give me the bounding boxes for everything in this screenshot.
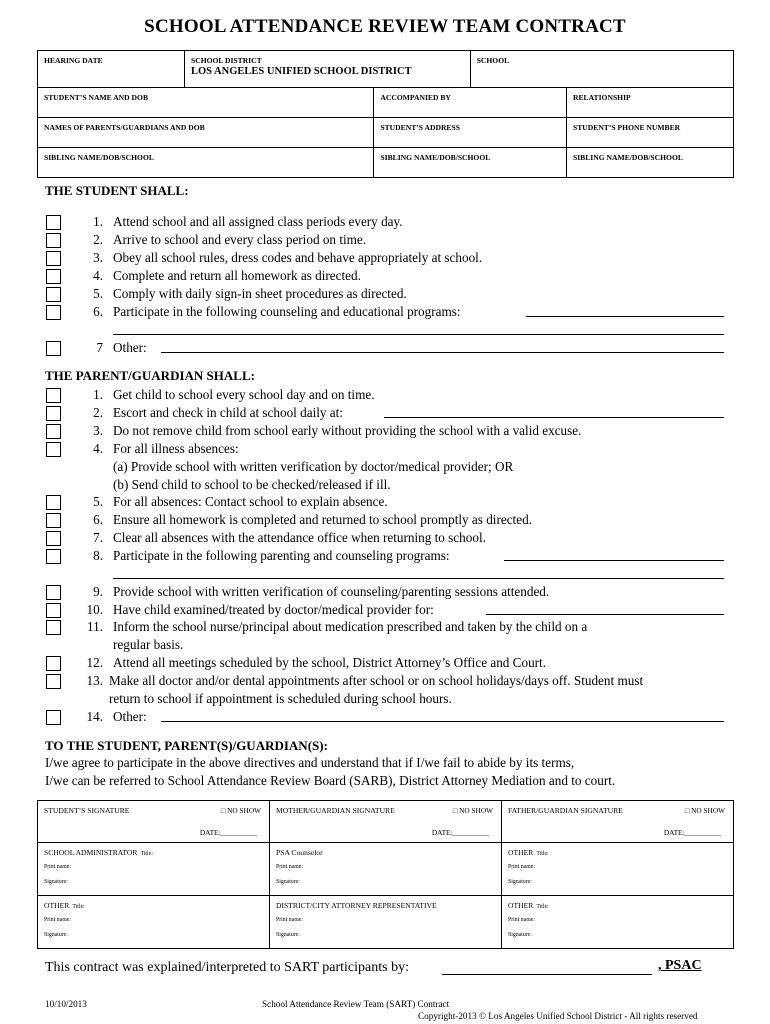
agreement-text: I/we can be referred to School Attendance Review Board (SARB), District Attorney Mediation and to court. <box>45 773 616 788</box>
fill-in-line[interactable] <box>113 334 724 335</box>
parent-item <box>0 708 770 726</box>
parent-item <box>0 618 770 636</box>
parents-names-label: NAMES OF PARENTS/GUARDIANS AND DOB <box>44 123 205 132</box>
item-text: Other: <box>113 709 147 724</box>
parent-item <box>0 422 770 440</box>
student-item <box>0 339 770 357</box>
checkbox[interactable] <box>46 710 61 725</box>
sibling-field-2[interactable] <box>374 148 567 178</box>
district-attorney-label: DISTRICT/CITY ATTORNEY REPRESENTATIVE <box>276 901 437 910</box>
sibling-field-3[interactable] <box>567 148 734 178</box>
item-number: 11. <box>87 619 103 634</box>
footer-date: 10/10/2013 <box>45 999 87 1009</box>
sibling-label: SIBLING NAME/DOB/SCHOOL <box>573 153 683 162</box>
item-text: Participate in the following parenting and counseling programs: <box>113 548 450 563</box>
student-item <box>0 231 770 249</box>
explained-by-line[interactable] <box>442 974 652 975</box>
parents-names-field[interactable] <box>38 118 374 148</box>
footer-copyright: Copyright-2013 © Los Angeles Unified School District - All rights reserved <box>418 1011 698 1021</box>
signature-label: Signature: <box>44 879 68 885</box>
checkbox[interactable] <box>46 406 61 421</box>
item-text: Do not remove child from school early without providing the school with a valid excuse. <box>113 423 582 438</box>
item-text: Get child to school every school day and on time. <box>113 387 375 402</box>
mother-signature-cell[interactable] <box>270 801 502 843</box>
item-number: 6. <box>93 304 103 319</box>
checkbox[interactable] <box>46 287 61 302</box>
student-section-heading: THE STUDENT SHALL: <box>45 183 189 198</box>
father-signature-cell[interactable] <box>502 801 734 843</box>
student-phone-field[interactable] <box>567 118 734 148</box>
father-signature-label: FATHER/GUARDIAN SIGNATURE <box>508 806 623 815</box>
checkbox[interactable] <box>46 442 61 457</box>
item-text: Participate in the following counseling and educational programs: <box>113 304 461 319</box>
item-number: 13. <box>86 673 103 688</box>
checkbox[interactable] <box>46 215 61 230</box>
item-number: 10. <box>86 602 103 617</box>
print-name-label: Print name: <box>508 864 535 870</box>
checkbox[interactable] <box>46 531 61 546</box>
other-signature-cell[interactable] <box>38 896 270 949</box>
item-text: Comply with daily sign-in sheet procedures as directed. <box>113 286 407 301</box>
item-number: 4. <box>93 441 103 456</box>
item-number: 9. <box>93 584 103 599</box>
checkbox[interactable] <box>46 495 61 510</box>
student-name-dob-label: STUDENT’S NAME AND DOB <box>44 93 149 102</box>
checkbox[interactable] <box>46 388 61 403</box>
checkbox[interactable] <box>46 603 61 618</box>
checkbox[interactable] <box>46 251 61 266</box>
item-number: 7. <box>93 530 103 545</box>
district-attorney-cell[interactable] <box>270 896 502 949</box>
item-text: (b) Send child to school to be checked/released if ill. <box>113 477 391 492</box>
print-name-label: Print name: <box>276 917 303 923</box>
item-number: 5. <box>93 286 103 301</box>
other-label: OTHER Title: <box>44 901 85 910</box>
parent-item <box>0 654 770 672</box>
item-text: For all illness absences: <box>113 441 239 456</box>
student-item <box>0 213 770 231</box>
student-phone-label: STUDENT’S PHONE NUMBER <box>573 123 681 132</box>
item-text: Provide school with written verification of counseling/parenting sessions attended. <box>113 584 550 599</box>
sibling-field-1[interactable] <box>38 148 374 178</box>
student-address-field[interactable] <box>374 118 567 148</box>
checkbox[interactable] <box>46 549 61 564</box>
footer-doc-title: School Attendance Review Team (SART) Contract <box>262 999 450 1009</box>
item-number: 3. <box>93 423 103 438</box>
item-text: Other: <box>113 340 147 355</box>
school-district-label: SCHOOL DISTRICT <box>191 56 262 65</box>
date-field[interactable]: DATE:__________ <box>199 828 257 837</box>
item-number: 14. <box>86 709 103 724</box>
item-number: 12. <box>86 655 103 670</box>
fill-in-line[interactable] <box>486 614 724 615</box>
agreement-text: I/we agree to participate in the above directives and understand that if I/we fail to abide by its terms, <box>45 755 575 770</box>
psa-counselor-label: PSA Counselor <box>276 848 323 857</box>
item-text: Obey all school rules, dress codes and behave appropriately at school. <box>113 250 483 265</box>
school-district-field[interactable] <box>185 51 471 88</box>
item-text: Attend school and all assigned class periods every day. <box>113 214 403 229</box>
checkbox[interactable] <box>46 341 61 356</box>
checkbox[interactable] <box>46 269 61 284</box>
print-name-label: Print name: <box>44 917 71 923</box>
item-text: For all absences: Contact school to explain absence. <box>113 494 388 509</box>
school-label: SCHOOL <box>476 56 510 65</box>
checkbox[interactable] <box>46 233 61 248</box>
fill-in-line[interactable] <box>161 352 724 353</box>
student-item <box>0 285 770 303</box>
no-show-checkbox[interactable]: □ NO SHOW <box>684 806 725 815</box>
parent-item <box>0 440 770 458</box>
parent-item <box>0 529 770 547</box>
signature-label: Signature: <box>44 932 68 938</box>
psa-counselor-cell[interactable] <box>270 843 502 896</box>
item-number: 3. <box>93 250 103 265</box>
student-name-dob-field[interactable] <box>38 88 374 118</box>
item-text: Ensure all homework is completed and returned to school promptly as directed. <box>113 512 532 527</box>
school-district-value: LOS ANGELES UNIFIED SCHOOL DISTRICT <box>191 66 412 77</box>
agreement-heading: TO THE STUDENT, PARENT(S)/GUARDIAN(S): <box>45 738 328 753</box>
print-name-label: Print name: <box>276 864 303 870</box>
info-table <box>37 50 734 178</box>
parent-item <box>0 547 770 565</box>
student-item <box>0 267 770 285</box>
psac-label: , PSAC <box>658 958 702 973</box>
parent-item <box>0 601 770 619</box>
parent-subitem <box>0 476 770 494</box>
parent-item <box>0 404 770 422</box>
school-admin-cell[interactable] <box>38 843 270 896</box>
student-signature-cell[interactable] <box>38 801 270 843</box>
other-label: OTHER Title: <box>508 848 549 857</box>
checkbox[interactable] <box>46 620 61 635</box>
item-text: regular basis. <box>113 637 184 652</box>
parent-item <box>0 511 770 529</box>
checkbox[interactable] <box>46 305 61 320</box>
item-number: 2. <box>93 405 103 420</box>
checkbox[interactable] <box>46 656 61 671</box>
item-number: 6. <box>93 512 103 527</box>
signature-table <box>37 800 734 949</box>
fill-in-line[interactable] <box>113 578 724 579</box>
item-text: Arrive to school and every class period on time. <box>113 232 367 247</box>
parent-item <box>0 583 770 601</box>
date-field[interactable]: DATE:__________ <box>663 828 721 837</box>
date-field[interactable]: DATE:__________ <box>431 828 489 837</box>
item-number: 7 <box>96 340 103 355</box>
signature-label: Signature: <box>276 879 300 885</box>
item-text: Have child examined/treated by doctor/medical provider for: <box>113 602 434 617</box>
item-text: return to school if appointment is scheduled during school hours. <box>109 691 452 706</box>
item-text: Escort and check in child at school daily at: <box>113 405 343 420</box>
parent-subitem <box>0 636 770 654</box>
checkbox[interactable] <box>46 513 61 528</box>
no-show-checkbox[interactable]: □ NO SHOW <box>452 806 493 815</box>
student-address-label: STUDENT’S ADDRESS <box>380 123 460 132</box>
signature-label: Signature: <box>276 932 300 938</box>
other-label: OTHER Title: <box>508 901 549 910</box>
parent-item <box>0 493 770 511</box>
student-item <box>0 303 770 321</box>
accompanied-by-label: ACCOMPANIED BY <box>380 93 451 102</box>
mother-signature-label: MOTHER/GUARDIAN SIGNATURE <box>276 806 395 815</box>
student-signature-label: STUDENT’S SIGNATURE <box>44 806 130 815</box>
print-name-label: Print name: <box>44 864 71 870</box>
accompanied-by-field[interactable] <box>374 88 567 118</box>
fill-in-line[interactable] <box>526 316 724 317</box>
fill-in-line[interactable] <box>161 721 724 722</box>
item-text: Make all doctor and/or dental appointments after school or on school holidays/days off. Student must <box>109 673 644 688</box>
item-text: Clear all absences with the attendance office when returning to school. <box>113 530 486 545</box>
checkbox[interactable] <box>46 424 61 439</box>
item-text: Inform the school nurse/principal about medication prescribed and taken by the child on a <box>113 619 588 634</box>
sibling-label: SIBLING NAME/DOB/SCHOOL <box>44 153 154 162</box>
item-number: 5. <box>93 494 103 509</box>
school-field[interactable] <box>470 51 733 88</box>
item-number: 1. <box>93 214 103 229</box>
item-text: Attend all meetings scheduled by the school, District Attorney’s Office and Court. <box>113 655 547 670</box>
signature-label: Signature: <box>508 932 532 938</box>
parent-item <box>0 672 770 690</box>
hearing-date-field[interactable] <box>38 51 185 88</box>
hearing-date-label: HEARING DATE <box>44 56 103 65</box>
item-number: 2. <box>93 232 103 247</box>
item-text: Complete and return all homework as directed. <box>113 268 361 283</box>
fill-in-line[interactable] <box>384 417 724 418</box>
relationship-label: RELATIONSHIP <box>573 93 631 102</box>
item-number: 4. <box>93 268 103 283</box>
checkbox[interactable] <box>46 674 61 689</box>
fill-in-line[interactable] <box>504 560 724 561</box>
explained-by-text: This contract was explained/interpreted to SART participants by: <box>45 960 409 975</box>
no-show-checkbox[interactable]: □ NO SHOW <box>220 806 261 815</box>
item-number: 1. <box>93 387 103 402</box>
parent-section-heading: THE PARENT/GUARDIAN SHALL: <box>45 368 255 383</box>
other-signature-cell[interactable] <box>502 843 734 896</box>
parent-subitem <box>0 458 770 476</box>
sibling-label: SIBLING NAME/DOB/SCHOOL <box>380 153 491 162</box>
item-text: (a) Provide school with written verification by doctor/medical provider; OR <box>113 459 514 474</box>
relationship-field[interactable] <box>567 88 734 118</box>
signature-label: Signature: <box>508 879 532 885</box>
parent-subitem <box>0 690 770 708</box>
checkbox[interactable] <box>46 585 61 600</box>
page-title: SCHOOL ATTENDANCE REVIEW TEAM CONTRACT <box>144 16 626 37</box>
other-signature-cell[interactable] <box>502 896 734 949</box>
print-name-label: Print name: <box>508 917 535 923</box>
student-item <box>0 249 770 267</box>
item-number: 8. <box>93 548 103 563</box>
parent-item <box>0 386 770 404</box>
school-admin-label: SCHOOL ADMINISTRATOR Title: <box>44 848 153 857</box>
